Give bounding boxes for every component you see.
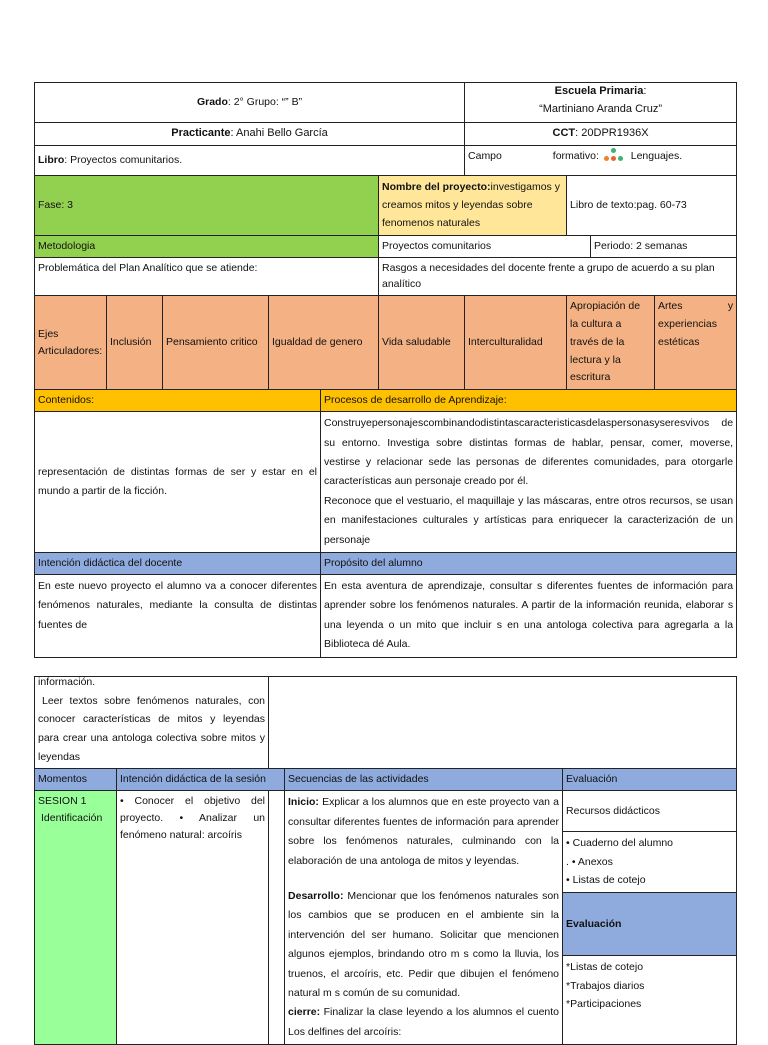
col-intencion-sesion: Intención didáctica de la sesión: [117, 769, 285, 791]
evaluacion-list-cell: *Listas de cotejo *Trabajos diarios *Participaciones: [563, 956, 737, 1045]
intencion-sesion-cell: • Conocer el objetivo del proyecto. • Analizar un fenómeno natural: arcoíris: [117, 791, 269, 1045]
eje-pensamiento-critico: Pensamiento critico: [163, 296, 269, 390]
rasgos-cell: Rasgos a necesidades del docente frente a grupo de acuerdo a su plan analítico: [379, 257, 737, 296]
proposito-label-cell: Propósito del alumno: [321, 553, 737, 575]
fase-cell: Fase: 3: [35, 175, 379, 235]
contenido-text-cell: representación de distintas formas de ser y estar en el mundo a partir de la ficción.: [35, 412, 321, 553]
sesion-cell: SESION 1 Identificación: [35, 791, 117, 1045]
cct-cell: CCT: 20DPR1936X: [465, 123, 737, 146]
proposito-text-cell: En esta aventura de aprendizaje, consultar s diferentes fuentes de información para aprender sobre los fenómenos naturales. A partir de la información reunida, elaborar s una leyenda o un mito que incluir s en una antologa colectiva para agregarla a la Biblioteca dé Aula.: [321, 574, 737, 657]
intencion-text-cell: En este nuevo proyecto el alumno va a conocer diferentes fenómenos naturales, mediante la consulta de distintas fuentes de: [35, 574, 321, 657]
nombre-proyecto-cell: Nombre del proyecto:investigamos y creamos mitos y leyendas sobre fenomenos naturales: [379, 175, 567, 235]
lenguajes-campo-icon: [602, 148, 624, 164]
libro-cell: Libro: Proyectos comunitarios.: [35, 145, 465, 175]
contenidos-label-cell: Contenidos:: [35, 390, 321, 412]
proposito-continuation-cell: [269, 677, 737, 769]
eje-interculturalidad: Interculturalidad: [465, 296, 567, 390]
eje-inclusion: Inclusión: [107, 296, 163, 390]
col-evaluacion: Evaluación: [563, 769, 737, 791]
eje-igualdad-genero: Igualdad de genero: [269, 296, 379, 390]
ejes-label-cell: Ejes Articuladores:: [35, 296, 107, 390]
col-secuencias: Secuencias de las actividades: [285, 769, 563, 791]
practicante-cell: Practicante: Anahi Bello García: [35, 123, 465, 146]
procesos-text-cell: Construyepersonajescombinandodistintascaracteristicasdelaspersonasyseresvivos de su entorno. Investiga sobre distintas formas de hablar, pensar, comer, moverse, vestirse y relacionar sede las personas de diferentes comunidades, para otorgarle características aun personaje creado por él. Reconoce que el vestuario, el maquillaje y las máscaras, entre otros recursos, se usan en manifestaciones culturales y artísticas para enriquecer la caracterización de un personaje: [321, 412, 737, 553]
secuencias-cell: Inicio: Explicar a los alumnos que en este proyecto van a consultar diferentes fuentes de información para aprender sobre los fenómenos naturales, culminando con la elaboración de una antologa de mitos y leyendas. Desarrollo: Mencionar que los fenómenos naturales son los cambios que se producen en el ambiente sin la intervención del ser humano. Solicitar que mencionen algunos ejemplos, brindando otro m s como la lluvia, los truenos, el arcoíris, etc. Pedir que dibujen el fenómeno natural m s común de su comunidad. cierre: Finalizar la clase leyendo a los alumnos el cuento Los delfines del arcoíris:: [285, 791, 563, 1045]
spacer-cell: [269, 791, 285, 1045]
eje-vida-saludable: Vida saludable: [379, 296, 465, 390]
intencion-continuation-cell: información. Leer textos sobre fenómenos naturales, con conocer características de mitos y leyendas para crear una antologa colectiva sobre mitos y leyendas: [35, 677, 269, 769]
recursos-list-cell: • Cuaderno del alumno . • Anexos • Listas de cotejo: [563, 832, 737, 893]
eje-apropiacion-cultura: Apropiación de la cultura a través de la lectura y la escritura: [567, 296, 655, 390]
grado-cell: Grado: 2° Grupo: “” B”: [35, 83, 465, 123]
metodologia-value-cell: Proyectos comunitarios: [379, 235, 591, 257]
procesos-label-cell: Procesos de desarrollo de Aprendizaje:: [321, 390, 737, 412]
recursos-cell: Recursos didácticos: [563, 791, 737, 832]
evaluacion-heading-cell: Evaluación: [563, 893, 737, 956]
planning-header-table: [34, 82, 737, 658]
metodologia-label-cell: Metodologia: [35, 235, 379, 257]
libro-texto-cell: Libro de texto:pag. 60-73: [567, 175, 737, 235]
sessions-table: [34, 676, 737, 1045]
campo-formativo-cell: Campo formativo: Lenguajes.: [465, 145, 737, 175]
problematica-cell: Problemática del Plan Analítico que se atiende:: [35, 257, 379, 296]
col-momentos: Momentos: [35, 769, 117, 791]
eje-artes: Artes y experiencias estéticas: [655, 296, 737, 390]
escuela-cell: Escuela Primaria: “Martiniano Aranda Cruz”: [465, 83, 737, 123]
periodo-cell: Periodo: 2 semanas: [591, 235, 737, 257]
intencion-label-cell: Intención didáctica del docente: [35, 553, 321, 575]
